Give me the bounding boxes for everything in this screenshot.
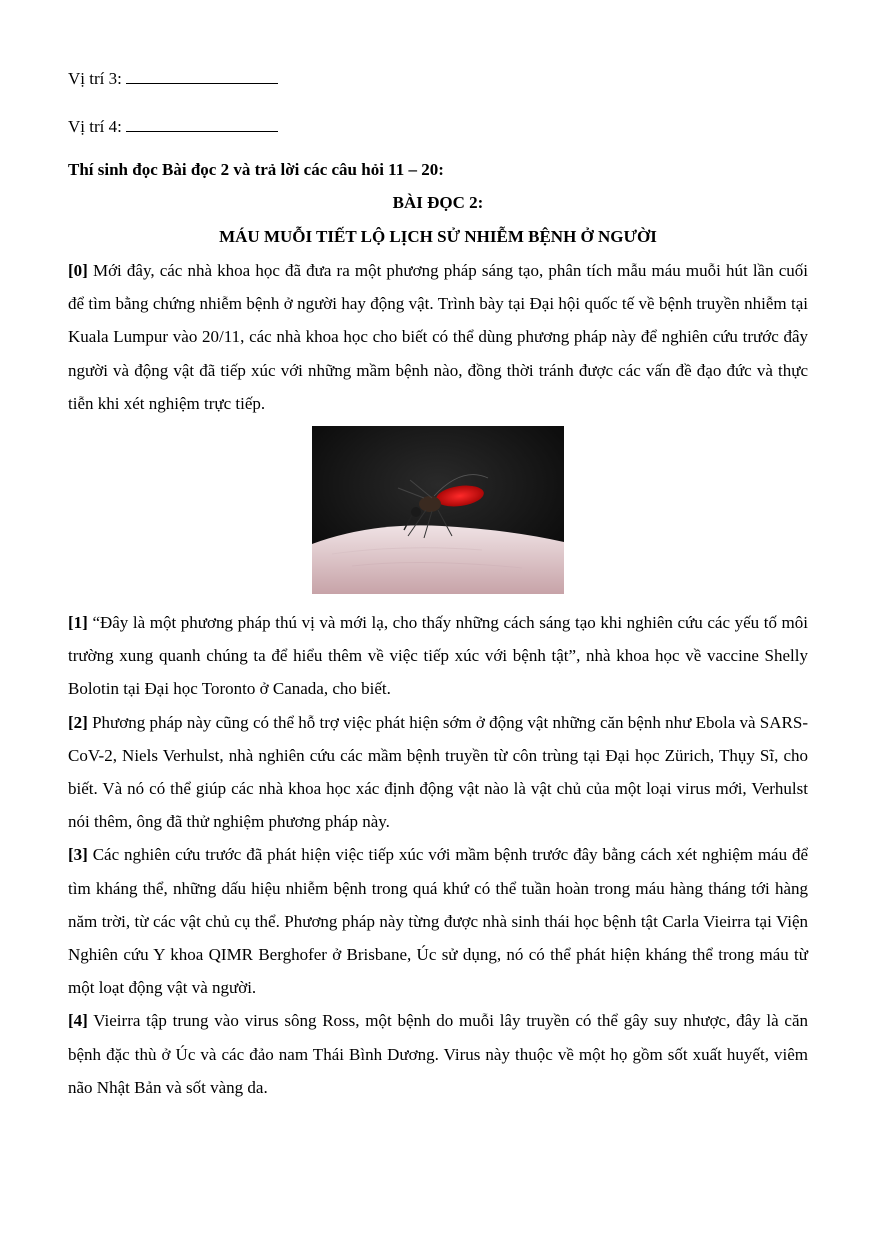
paragraph-2 (68, 706, 808, 839)
reading-instruction: Thí sinh đọc Bài đọc 2 và trả lời các câu hỏi 11 – 20: (68, 160, 444, 179)
paragraph-4 (68, 1004, 808, 1104)
paragraph-text-3: Các nghiên cứu trước đã phát hiện việc tiếp xúc với mầm bệnh trước đây bằng cách xét nghiệm máu để tìm kháng thể, những dấu hiệu nhiễm bệnh trong quá khứ có thể tuần hoàn trong máu hàng tháng tới hàng năm trời, từ các vật chủ cụ thể. Phương pháp này từng được nhà sinh thái học bệnh tật Carla Vieirra tại Viện Nghiên cứu Y khoa QIMR Berghofer ở Brisbane, Úc sử dụng, nó có thể phát hiện kháng thể trong máu từ một loạt động vật và người. (68, 845, 808, 998)
paragraph-number-1: [1] (68, 613, 88, 633)
paragraph-number-4: [4] (68, 1011, 88, 1031)
paragraph-1 (68, 606, 808, 706)
paragraph-text-2: Phương pháp này cũng có thể hỗ trợ việc phát hiện sớm ở động vật những căn bệnh như Ebola và SARS-CoV-2, Niels Verhulst, nhà nghiên cứu các mầm bệnh truyền từ côn trùng tại Đại học Zürich, Thụy Sĩ, cho biết. Và nó có thể giúp các nhà khoa học xác định động vật nào là vật chủ của một loại virus mới, Verhulst nói thêm, ông đã thử nghiệm phương pháp này. (68, 712, 808, 832)
answer-blank-3[interactable] (126, 67, 278, 84)
mosquito-photo (312, 426, 564, 594)
paragraph-text-0: Mới đây, các nhà khoa học đã đưa ra một phương pháp sáng tạo, phân tích mẫu máu muỗi hút lần cuối để tìm bằng chứng nhiễm bệnh ở người hay động vật. Trình bày tại Đại hội quốc tế về bệnh truyền nhiễm tại Kuala Lumpur vào 20/11, các nhà khoa học cho biết có thể dùng phương pháp này để nghiên cứu trước đây người và động vật đã tiếp xúc với những mầm bệnh nào, đồng thời tránh được các vấn đề đạo đức và thực tiễn khi xét nghiệm trực tiếp. (68, 261, 808, 413)
worksheet-page (68, 64, 808, 1104)
paragraph-text-1: “Đây là một phương pháp thú vị và mới lạ, cho thấy những cách sáng tạo khi nghiên cứu các yếu tố môi trường xung quanh chúng ta để hiểu thêm về việc tiếp xúc với bệnh tật”, nhà khoa học về vaccine Shelly Bolotin tại Đại học Toronto ở Canada, cho biết. (68, 613, 809, 699)
paragraph-number-2: [2] (68, 712, 88, 732)
paragraph-0 (68, 254, 808, 420)
answer-label-3: Vị trí 3: (68, 69, 122, 88)
answer-line-4 (68, 112, 808, 142)
reading-label: BÀI ĐỌC 2: (392, 193, 484, 212)
answer-label-4: Vị trí 4: (68, 117, 122, 136)
paragraph-number-0: [0] (68, 261, 88, 280)
paragraph-number-3: [3] (68, 845, 88, 865)
reading-title: MÁU MUỖI TIẾT LỘ LỊCH SỬ NHIỄM BỆNH Ở NGƯỜI (219, 227, 657, 246)
answer-line-3 (68, 64, 808, 94)
paragraph-text-4: Vieirra tập trung vào virus sông Ross, một bệnh do muỗi lây truyền có thể gây suy nhược, đây là căn bệnh đặc thù ở Úc và các đảo nam Thái Bình Dương. Virus này thuộc về một họ gồm sốt xuất huyết, viêm não Nhật Bản và sốt vàng da. (68, 1011, 809, 1097)
paragraph-3 (68, 838, 808, 1004)
answer-blank-4[interactable] (126, 115, 278, 132)
